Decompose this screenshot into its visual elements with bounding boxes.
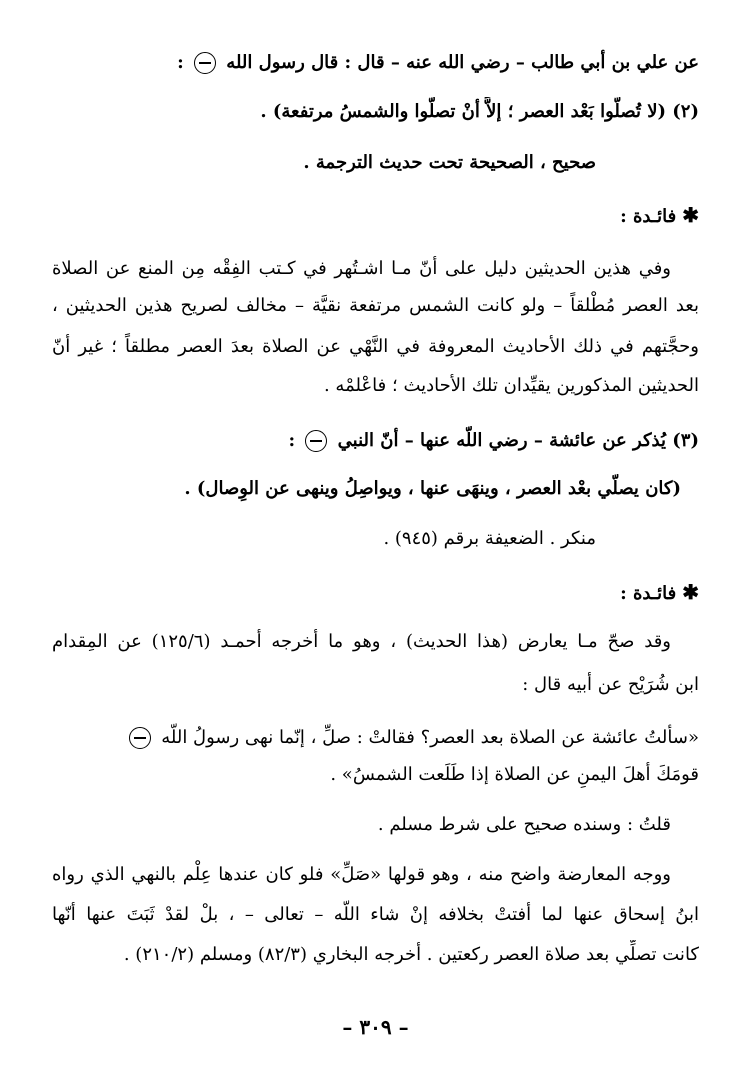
benefit-heading-2-text: فائـدة :: [620, 583, 677, 604]
paragraph-3-line-1: ووجه المعارضة واضح منه ، وهو قولها «صَلِّ» فلو كان عندها عِلْم بالنهي الذي رواه: [52, 864, 671, 885]
paragraph-1-line-1: وفي هذين الحديثين دليل على أنّ مـا اشـتُهر في كـتب الفِقْه مِن المنع عن الصلاة: [52, 258, 671, 279]
hadith-2-grade: صحيح ، الصحيحة تحت حديث الترجمة .: [303, 152, 596, 173]
star-icon: ✱: [682, 203, 699, 227]
paragraph-1-line-3: وحجَّتهم في ذلك الأحاديث المعروفة في النَّهْي عن الصلاة بعدَ العصر مطلقاً ؛ غير أنّ: [52, 336, 699, 357]
page-number: – ٣٠٩ –: [342, 1015, 409, 1039]
hadith-3-chain: [52, 426, 699, 456]
salutation-icon: [129, 727, 151, 749]
hadith-3-text: (كان يصلّي بعْد العصر ، وينهَى عنها ، ويواصِلُ وينهى عن الوِصال) .: [184, 478, 681, 499]
author-comment: قلتُ : وسنده صحيح على شرط مسلم .: [377, 814, 671, 835]
benefit-heading-1: [52, 200, 699, 232]
salutation-icon: [194, 52, 216, 74]
benefit-heading-2: [52, 577, 699, 609]
hadith-3-chain-colon: :: [288, 430, 296, 451]
quote-line-1-text: «سألتُ عائشة عن الصلاة بعد العصر؟ فقالتْ : صلِّ ، إنّما نهى رسولُ اللّه: [161, 727, 699, 748]
benefit-heading-1-text: فائـدة :: [620, 206, 677, 227]
hadith-3-chain-text: (٣) يُذكر عن عائشة – رضي اللّه عنها – أنّ النبي: [337, 430, 699, 451]
paragraph-3-line-2: ابنُ إسحاق عنها لما أفتتْ بخلافه إنْ شاء اللّه – تعالى – ، بلْ لقدْ ثَبَتَ عنها أنّها: [52, 904, 699, 925]
paragraph-1-line-2: بعد العصر مُطْلقاً – ولو كانت الشمس مرتفعة نقيَّة – مخالف لصريح هذين الحديثين ،: [52, 295, 699, 316]
star-icon: ✱: [682, 580, 699, 604]
paragraph-2-line-1: وقد صحّ مـا يعارض (هذا الحديث) ، وهو ما أخرجه أحمـد (١٢٥/٦) عن المِقدام: [52, 631, 671, 652]
paragraph-3-line-3: كانت تصلِّي بعد صلاة العصر ركعتين . أخرجه البخاري (٨٢/٣) ومسلم (٢١٠/٢) .: [123, 944, 699, 965]
hadith-3-grade: منكر . الضعيفة برقم (٩٤٥) .: [383, 528, 596, 549]
salutation-icon: [305, 430, 327, 452]
hadith-2-chain-colon: :: [177, 52, 184, 73]
quote-line-2: قومَكَ أهلَ اليمنِ عن الصلاة إذا طَلَعت الشمسُ» .: [330, 764, 699, 785]
paragraph-1-line-4: الحديثين المذكورين يقيِّدان تلك الأحاديث ؛ فاعْلمْه .: [323, 375, 699, 396]
hadith-2-chain: [52, 48, 699, 78]
paragraph-2-line-2: ابن شُرَيْح عن أبيه قال :: [522, 674, 699, 695]
hadith-2-chain-text: عن علي بن أبي طالب – رضي الله عنه – قال : قال رسول الله: [226, 52, 699, 73]
hadith-2-text: (٢) (لا تُصلُّوا بَعْد العصر ؛ إلاَّ أنْ تصلُّوا والشمسُ مرتفعة) .: [260, 101, 699, 122]
quote-line-1: [52, 723, 699, 753]
